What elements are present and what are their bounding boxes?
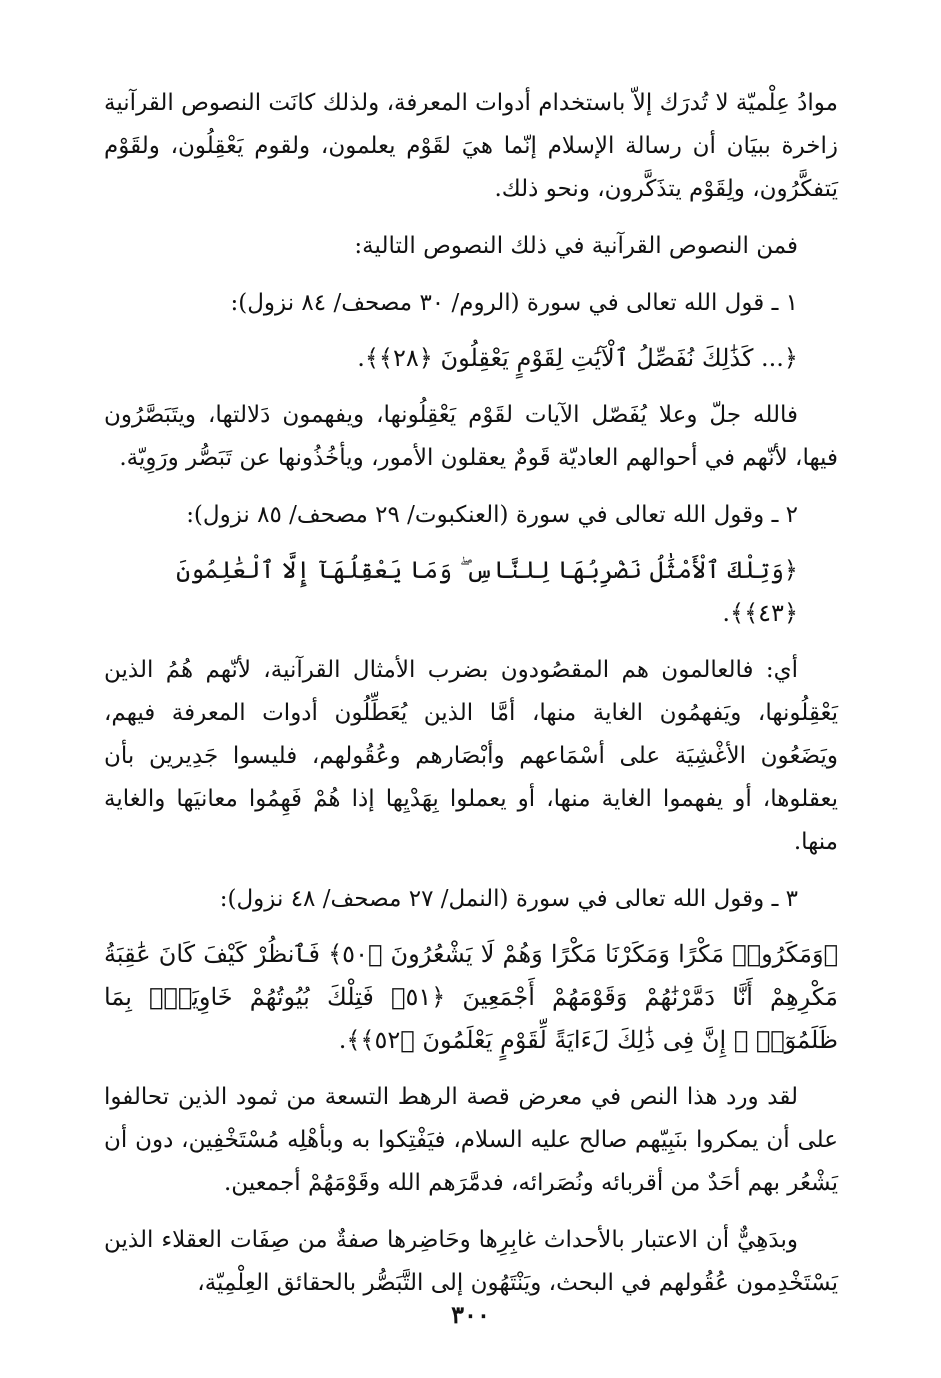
quran-verse-3: ﴿وَمَكَرُوا۟ مَكْرًا وَمَكَرْنَا مَكْرًا وَهُمْ لَا يَشْعُرُونَ ﴿٥٠﴾ فَٱنظُرْ كَيْفَ كَانَ عَٰقِبَةُ مَكْرِهِمْ أَنَّا دَمَّرْنَٰهُمْ وَقَوْمَهُمْ أَجْمَعِينَ ﴿٥١﴾ فَتِلْكَ بُيُوتُهُمْ خَاوِيَةًۢ بِمَا ظَلَمُوٓا۟ ۗ إِنَّ فِى ذَٰلِكَ لَءَايَةً لِّقَوْمٍ يَعْلَمُونَ ﴿٥٢﴾﴾. xyxy=(104,940,838,1054)
paragraph-2: فمن النصوص القرآنية في ذلك النصوص التالية: xyxy=(354,233,798,259)
paragraph-3: فالله جلّ وعلا يُفَصّل الآيات لقَوْم يَعْقِلُونها، ويفهمون دَلالتها، ويتَبَصَّرُون فيها، لأنّهم في أحوالهم العاديّة قَومٌ يعقلون الأمور، ويأخُذُونها عن تَبَصُّر ورَوِيّة. xyxy=(104,402,838,471)
paragraph-5: لقد ورد هذا النص في معرض قصة الرهط التسعة من ثمود الذين تحالفوا على أن يمكروا بنَبِيّهم صالح عليه السلام، فيَفْتِكوا به وبأهْلِه مُسْتَخْفِين، دون أن يَشْعُر بهم أحَدٌ من أقربائه ونُصَرائه، فدمَّرَهم الله وقَوْمَهُمْ أجمعين. xyxy=(104,1084,838,1196)
quran-verse-2: ﴿وَتِلْكَ ٱلْأَمْثَٰلُ نَضْرِبُهَا لِلنَّاسِ ۖ وَمَا يَعْقِلُهَآ إِلَّا ٱلْعَٰلِمُونَ ﴿٤٣﴾﴾. xyxy=(176,556,798,627)
paragraph-4: أي: فالعالمون هم المقصُودون بضرب الأمثال القرآنية، لأنّهم هُمُ الذين يَعْقِلُونها، ويَفهمُون الغاية منها، أمَّا الذين يُعَطِّلُون أدوات المعرفة فيهم، ويَضَعُون الأغْشِيَة على أسْمَاعهم وأبْصَارهم وعُقُولهم، فليسوا جَدِيرين بأن يعقلوها، أو يفهموا الغاية منها، أو يعملوا بِهَدْيِها إذا هُمْ فَهِمُوا معانيَها والغاية منها. xyxy=(104,657,838,855)
paragraph-6: وبدَهِيٌّ أن الاعتبار بالأحداث غابِرِها وحَاضِرها صفةٌ من صِفَات العقلاء الذين يَسْتَخْدِمون عُقُولهم في البحث، ويَنْتَهُون إلى التَّبَصُّر بالحقائق العِلْمِيّة، xyxy=(104,1227,838,1296)
page-number: ٣٠٠ xyxy=(451,1300,490,1329)
quran-verse-1: ﴿... كَذَٰلِكَ نُفَصِّلُ ٱلْآيَٰتِ لِقَوْمٍ يَعْقِلُونَ ﴿٢٨﴾﴾. xyxy=(357,344,798,372)
item-heading-1: ١ ـ قول الله تعالى في سورة (الروم/ ٣٠ مصحف/ ٨٤ نزول): xyxy=(230,290,798,316)
paragraph-1: موادُ عِلْميّة لا تُدرَك إلاّ باستخدام أدوات المعرفة، ولذلك كانَت النصوص القرآنية زاخرة ببيَان أن رسالة الإسلام إنّما هيَ لقَوْم يعلمون، ولقوم يَعْقِلُون، ولقَوْم يَتفكَّرُون، ولِقَوْم يتذَكَّرون، ونحو ذلك. xyxy=(104,90,838,202)
page-body xyxy=(104,82,838,1319)
item-heading-2: ٢ ـ وقول الله تعالى في سورة (العنكبوت/ ٢٩ مصحف/ ٨٥ نزول): xyxy=(186,502,798,528)
item-heading-3: ٣ ـ وقول الله تعالى في سورة (النمل/ ٢٧ مصحف/ ٤٨ نزول): xyxy=(219,886,798,912)
